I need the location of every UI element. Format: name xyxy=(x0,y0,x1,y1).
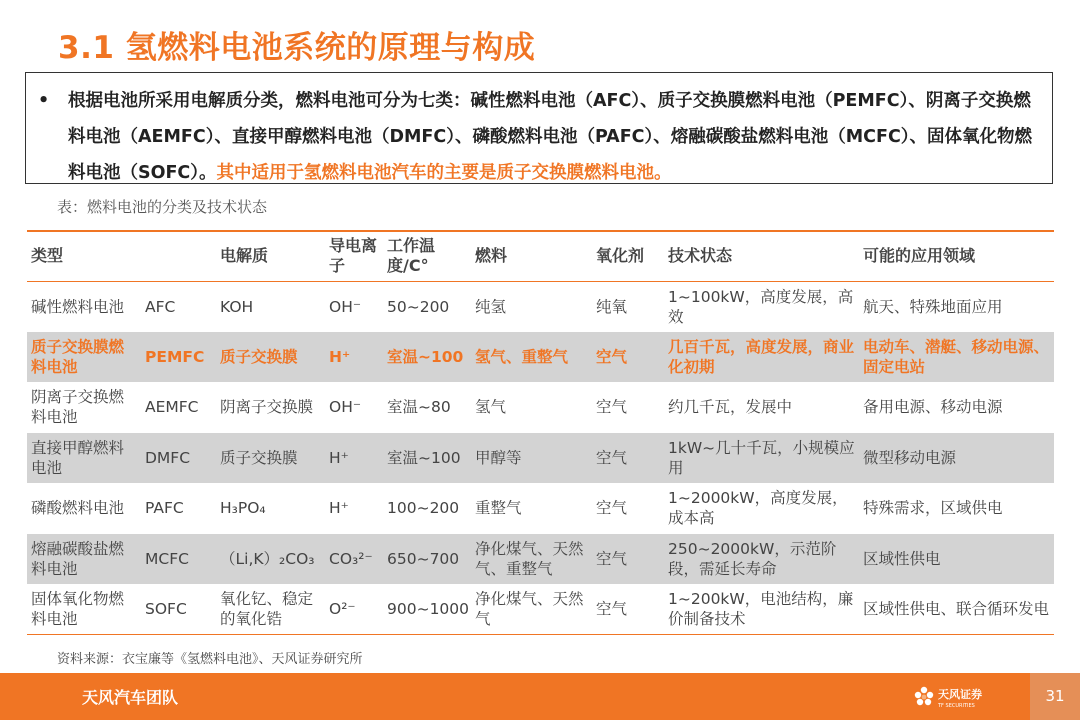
table-row xyxy=(27,534,1054,585)
cell-oxidant: 空气 xyxy=(596,398,628,417)
header-oxidant: 氧化剂 xyxy=(596,246,645,266)
footer-bar xyxy=(0,673,1080,720)
cell-fuel: 氢气、重整气 xyxy=(475,347,569,366)
cell-type: 磷酸燃料电池 xyxy=(31,499,125,518)
cell-oxidant: 纯氧 xyxy=(596,297,628,316)
header-fuel: 燃料 xyxy=(475,246,508,266)
header-type: 类型 xyxy=(31,246,64,266)
bullet-dot: • xyxy=(38,91,50,111)
cell-electrolyte: H₃PO₄ xyxy=(220,499,266,518)
header-application: 可能的应用领域 xyxy=(863,246,976,266)
header-ion: 导电离子 xyxy=(329,236,378,276)
header-temp: 工作温度/C° xyxy=(387,236,436,276)
cell-oxidant: 空气 xyxy=(596,347,628,366)
cell-temp: 50~200 xyxy=(387,297,450,316)
table-row xyxy=(27,281,1054,332)
cell-electrolyte: 质子交换膜 xyxy=(220,448,298,467)
page-number: 31 xyxy=(1030,673,1080,720)
cell-electrolyte: （Li,K）₂CO₃ xyxy=(220,549,315,568)
cell-ion: H⁺ xyxy=(329,347,351,366)
table-row xyxy=(27,433,1054,484)
cell-oxidant: 空气 xyxy=(596,549,628,568)
table-caption: 表：燃料电池的分类及技术状态 xyxy=(57,198,268,216)
cell-type: 直接甲醇燃料电池 xyxy=(31,438,125,477)
cell-ion: H⁺ xyxy=(329,448,349,467)
cell-type: 固体氧化物燃料电池 xyxy=(31,590,125,628)
cell-fuel: 甲醇等 xyxy=(475,448,522,467)
cell-application: 区域性供电 xyxy=(863,549,941,568)
cell-fuel: 净化煤气、天然气、重整气 xyxy=(475,539,584,578)
cell-oxidant: 空气 xyxy=(596,499,628,518)
tf-securities-logo-icon xyxy=(912,682,1012,712)
source-note: 资料来源：衣宝廉等《氢燃料电池》、天风证券研究所 xyxy=(57,652,363,667)
cell-ion: O²⁻ xyxy=(329,600,356,618)
cell-electrolyte: 阴离子交换膜 xyxy=(220,398,314,417)
cell-abbr: AEMFC xyxy=(145,398,199,417)
cell-status: 250~2000kW，示范阶段，需延长寿命 xyxy=(668,539,837,578)
cell-temp: 室温~100 xyxy=(387,448,461,467)
summary-highlight: 其中适用于氢燃料电池汽车的主要是质子交换膜燃料电池。 xyxy=(216,163,672,183)
cell-fuel: 净化煤气、天然气 xyxy=(475,590,584,628)
cell-ion: CO₃²⁻ xyxy=(329,549,373,568)
header-status: 技术状态 xyxy=(668,246,733,266)
cell-temp: 室温~100 xyxy=(387,347,464,366)
page-title: 3.1 氢燃料电池系统的原理与构成 xyxy=(58,30,536,66)
table-row-highlight xyxy=(27,332,1054,383)
svg-text:天风证券: 天风证券 xyxy=(938,688,982,701)
cell-fuel: 纯氢 xyxy=(475,297,507,316)
cell-application: 区域性供电、联合循环发电 xyxy=(863,600,1050,618)
cell-status: 1~2000kW，高度发展，成本高 xyxy=(668,489,848,528)
cell-type: 质子交换膜燃料电池 xyxy=(31,337,125,376)
table-header-row xyxy=(27,231,1054,281)
cell-ion: OH⁻ xyxy=(329,398,362,417)
cell-abbr: PEMFC xyxy=(145,347,205,366)
cell-status: 1~200kW，电池结构，廉价制备技术 xyxy=(668,590,854,628)
team-name: 天风汽车团队 xyxy=(82,688,179,707)
table-row xyxy=(27,483,1054,534)
cell-electrolyte: 氧化钇、稳定的氧化锆 xyxy=(220,590,314,628)
cell-status: 1kW~几十千瓦，小规模应用 xyxy=(668,438,855,477)
cell-type: 熔融碳酸盐燃料电池 xyxy=(31,539,125,578)
cell-oxidant: 空气 xyxy=(596,448,628,467)
cell-type: 碱性燃料电池 xyxy=(31,297,125,316)
cell-application: 电动车、潜艇、移动电源、固定电站 xyxy=(863,337,1050,376)
cell-abbr: AFC xyxy=(145,297,176,316)
table-row xyxy=(27,584,1054,635)
cell-abbr: DMFC xyxy=(145,448,191,467)
cell-application: 备用电源、移动电源 xyxy=(863,398,1003,417)
cell-electrolyte: 质子交换膜 xyxy=(220,347,298,366)
cell-temp: 900~1000 xyxy=(387,600,470,618)
cell-application: 微型移动电源 xyxy=(863,448,957,467)
header-abbr xyxy=(141,231,216,281)
cell-application: 特殊需求，区域供电 xyxy=(863,499,1003,518)
cell-abbr: SOFC xyxy=(145,600,187,618)
cell-status: 约几千瓦，发展中 xyxy=(668,398,793,417)
cell-abbr: PAFC xyxy=(145,499,184,518)
cell-ion: OH⁻ xyxy=(329,297,362,316)
cell-application: 航天、特殊地面应用 xyxy=(863,297,1003,316)
cell-fuel: 重整气 xyxy=(475,499,522,518)
cell-oxidant: 空气 xyxy=(596,600,628,618)
table-row xyxy=(27,382,1054,433)
summary-text: 根据电池所采用电解质分类，燃料电池可分为七类：碱性燃料电池（AFC）、质子交换膜燃料电池（PEMFC）、阴离子交换燃料电池（AEMFC）、直接甲醇燃料电池（DMFC）、磷酸燃料电池（PAFC）、熔融碳酸盐燃料电池（MCFC）、固体氧化物燃料电池（SOFC）。 xyxy=(68,91,1033,183)
cell-ion: H⁺ xyxy=(329,499,349,518)
svg-text:TF SECURITIES: TF SECURITIES xyxy=(938,703,975,709)
cell-abbr: MCFC xyxy=(145,549,189,568)
cell-electrolyte: KOH xyxy=(220,297,254,316)
cell-temp: 100~200 xyxy=(387,499,460,518)
fuel-cell-table xyxy=(27,230,1054,635)
cell-temp: 650~700 xyxy=(387,549,460,568)
cell-type: 阴离子交换燃料电池 xyxy=(31,388,125,427)
cell-status: 几百千瓦，高度发展，商业化初期 xyxy=(668,337,855,376)
cell-temp: 室温~80 xyxy=(387,398,451,417)
summary-box xyxy=(25,72,1053,184)
cell-status: 1~100kW，高度发展，高效 xyxy=(668,287,854,326)
header-electrolyte: 电解质 xyxy=(220,246,269,266)
cell-fuel: 氢气 xyxy=(475,398,507,417)
